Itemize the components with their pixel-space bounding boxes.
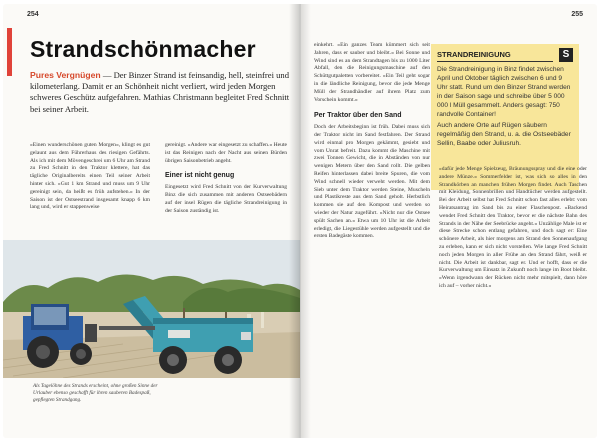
info-box-heading: STRANDREINIGUNG xyxy=(437,50,553,62)
body-text: Eingesetzt wird Fred Schnitt von der Kurverwaltung Binz die sich zusammen mit anderen Ostseebädern auf der insel Rügen die tägliche Strandreinigung in der Saison zuständig ist. xyxy=(165,184,287,214)
article-headline: Strandschönmacher xyxy=(30,36,256,62)
right-column-2 xyxy=(439,166,587,291)
info-box-body xyxy=(437,66,573,152)
right-page xyxy=(300,4,597,438)
body-text: »dafür jede Menge Spielzeug, Bräunungsspray und die eine oder andere Münze.« Sommerfelder ist, was sich so alles in den Strandkörben an manchen frühen Morgen findet. Auch Taschen mit Kleidung, Sonnenbrillen und Handtücher werden aufgestellt. Bei der Arbeit selbst hat Fred Schnitt schon fast alles erlebt: vom Heiratsantrag im Sand bis zu einer Flaschenpost. »Backend wendet Fred Schnitt den Traktor, bevor er die nächste Bahn des Strands in der Nähe der Seebrücke angeht.« Unzählige Male ist er diese Strecke schon entlang gefahren, und doch sagt er: Eine schönere Arbeit, als hier morgens am Strand den Sonnenaufgang zu erleben, kann er sich nicht vorstellen. Wie lange Fred Schnitt noch jeden Morgen in aller Frühe an den Strand fährt, weiß er nicht. Die Arbeit ist dankbar, sagt er. Und er hofft, dass er die Kurverwaltung um Einsatz in Zukunft noch lange im Boot bleibt. »Wenn irgendwann der Rücken nicht mehr mitspielt, dann höre ich auf – vorher nicht.« xyxy=(439,166,587,289)
intro-kicker: Pures Vergnügen xyxy=(30,70,101,80)
left-column-2 xyxy=(165,142,287,215)
page-number-left: 254 xyxy=(27,11,39,18)
body-text: gereinigt. »Andere war eingesetzt zu schaffen.« Heute ist das Reinigen nach der Nacht aus seinen Bürden übrigen Saisonbetrieb angeht. xyxy=(165,142,287,164)
beach-cleaning-photo xyxy=(3,240,300,378)
info-paragraph: Die Strandreinigung in Binz findet zwischen April und Oktober täglich zwischen 6 und 9 Uhr statt. Rund um den Binzer Strand werden in der Saison sage und schreibe über 5 000 000 l Müll gesammelt. Anders gesagt: 750 randvolle Container! xyxy=(437,66,571,118)
left-column-1 xyxy=(30,142,150,212)
open-book xyxy=(3,4,597,438)
section-marker xyxy=(7,28,12,76)
left-page xyxy=(3,4,300,438)
page-number-right: 255 xyxy=(571,11,583,18)
intro-text: — Der Binzer Strand ist feinsandig, hell, steinfrei und kilometerlang. Damit er an Schönheit nicht verliert, wird jeden Morgen schweres Geschütz aufgefahren. Mathias Christmann begleitet Fred Schnitt bei seiner Arbeit. xyxy=(30,70,290,114)
photo-caption: Als Tagelöhne des Strands erscheint, ohne großen Sinne der Urlauber ebenso geschafft für ihren sauberen Badespaß, gepflegten Strandgang. xyxy=(33,383,158,403)
body-text: »Einen wunderschönen guten Morgen«, klingt es gut gelaunt aus dem Führerhaus des riesigen Gefährts. Als ich mit dem Mövengeschrei um 6 Uhr am Strand zu Fred Schnitt in den Traktor klettere, hat das tägliche Originalbereits einen Teil seiner Arbeit hinter sich. »Gut 1 km Strand und muss um 9 Uhr gereinigt sein, da heißt es früh aufstehen.« In der Saison ist der Ostseestrand insgesamt knapp 6 km lang und, wird er stappenweise xyxy=(30,142,150,211)
right-column-1 xyxy=(314,42,430,241)
intro-paragraph xyxy=(30,70,290,115)
section-subhead: Per Traktor über den Sand xyxy=(314,112,402,120)
body-text: Doch der Arbeitsbeginn ist früh. Dabei muss sich der Traktor nicht im Sand festfahren. Der Strand wird einmal pro Morgen gekämmt, gesiebt und vom Unrat befreit. Dazu kommt die Maschine mit zwei Tonnen Gewicht, die in Abständen von nur wenigen Metern über den Sand rollt. Die gelben Reifen hinterlassen dabei breite Spuren, die vom Wind schnell wieder verweht werden. Mit dem Sieb unter dem Traktor werden Steine, Muscheln und Plastikreste aus dem Sand geholt. Herbstlich kommen sie auf den Kompost und werden so wieder der Natur zugeführt. »Nicht nur die Ostsee spült Sachen an.« Etwa um 10 Uhr ist die Arbeit erledigt, die Liegestühle werden aufgestellt und die ersten Badegäste kommen. xyxy=(314,124,430,240)
book-gutter xyxy=(289,4,311,438)
body-text: einkehrt. »Ein ganzes Team kümmert sich seit Jahren, dass er sauber und bleibt.« Bei Sonne und Wind sind es an dem Strandtagen bis zu 1000 Liter Abfall, den die Reinigungsmaschine auf den Schüttgutpaletten vorbereitet. »Ein Teil geht sogar in die ländliche Reinigung, bevor die jede Menge Müll der Strandhändler auf ihrem Platz zum Vorschein kommt.« xyxy=(314,42,430,103)
info-badge-icon: S xyxy=(559,48,573,62)
section-subhead: Einer ist nicht genug xyxy=(165,172,235,180)
info-paragraph: Auch andere Orte auf Rügen säubern regelmäßig den Strand, u. a. die Ostseebäder Sellin, Baabe oder Juliusruh. xyxy=(437,122,571,148)
